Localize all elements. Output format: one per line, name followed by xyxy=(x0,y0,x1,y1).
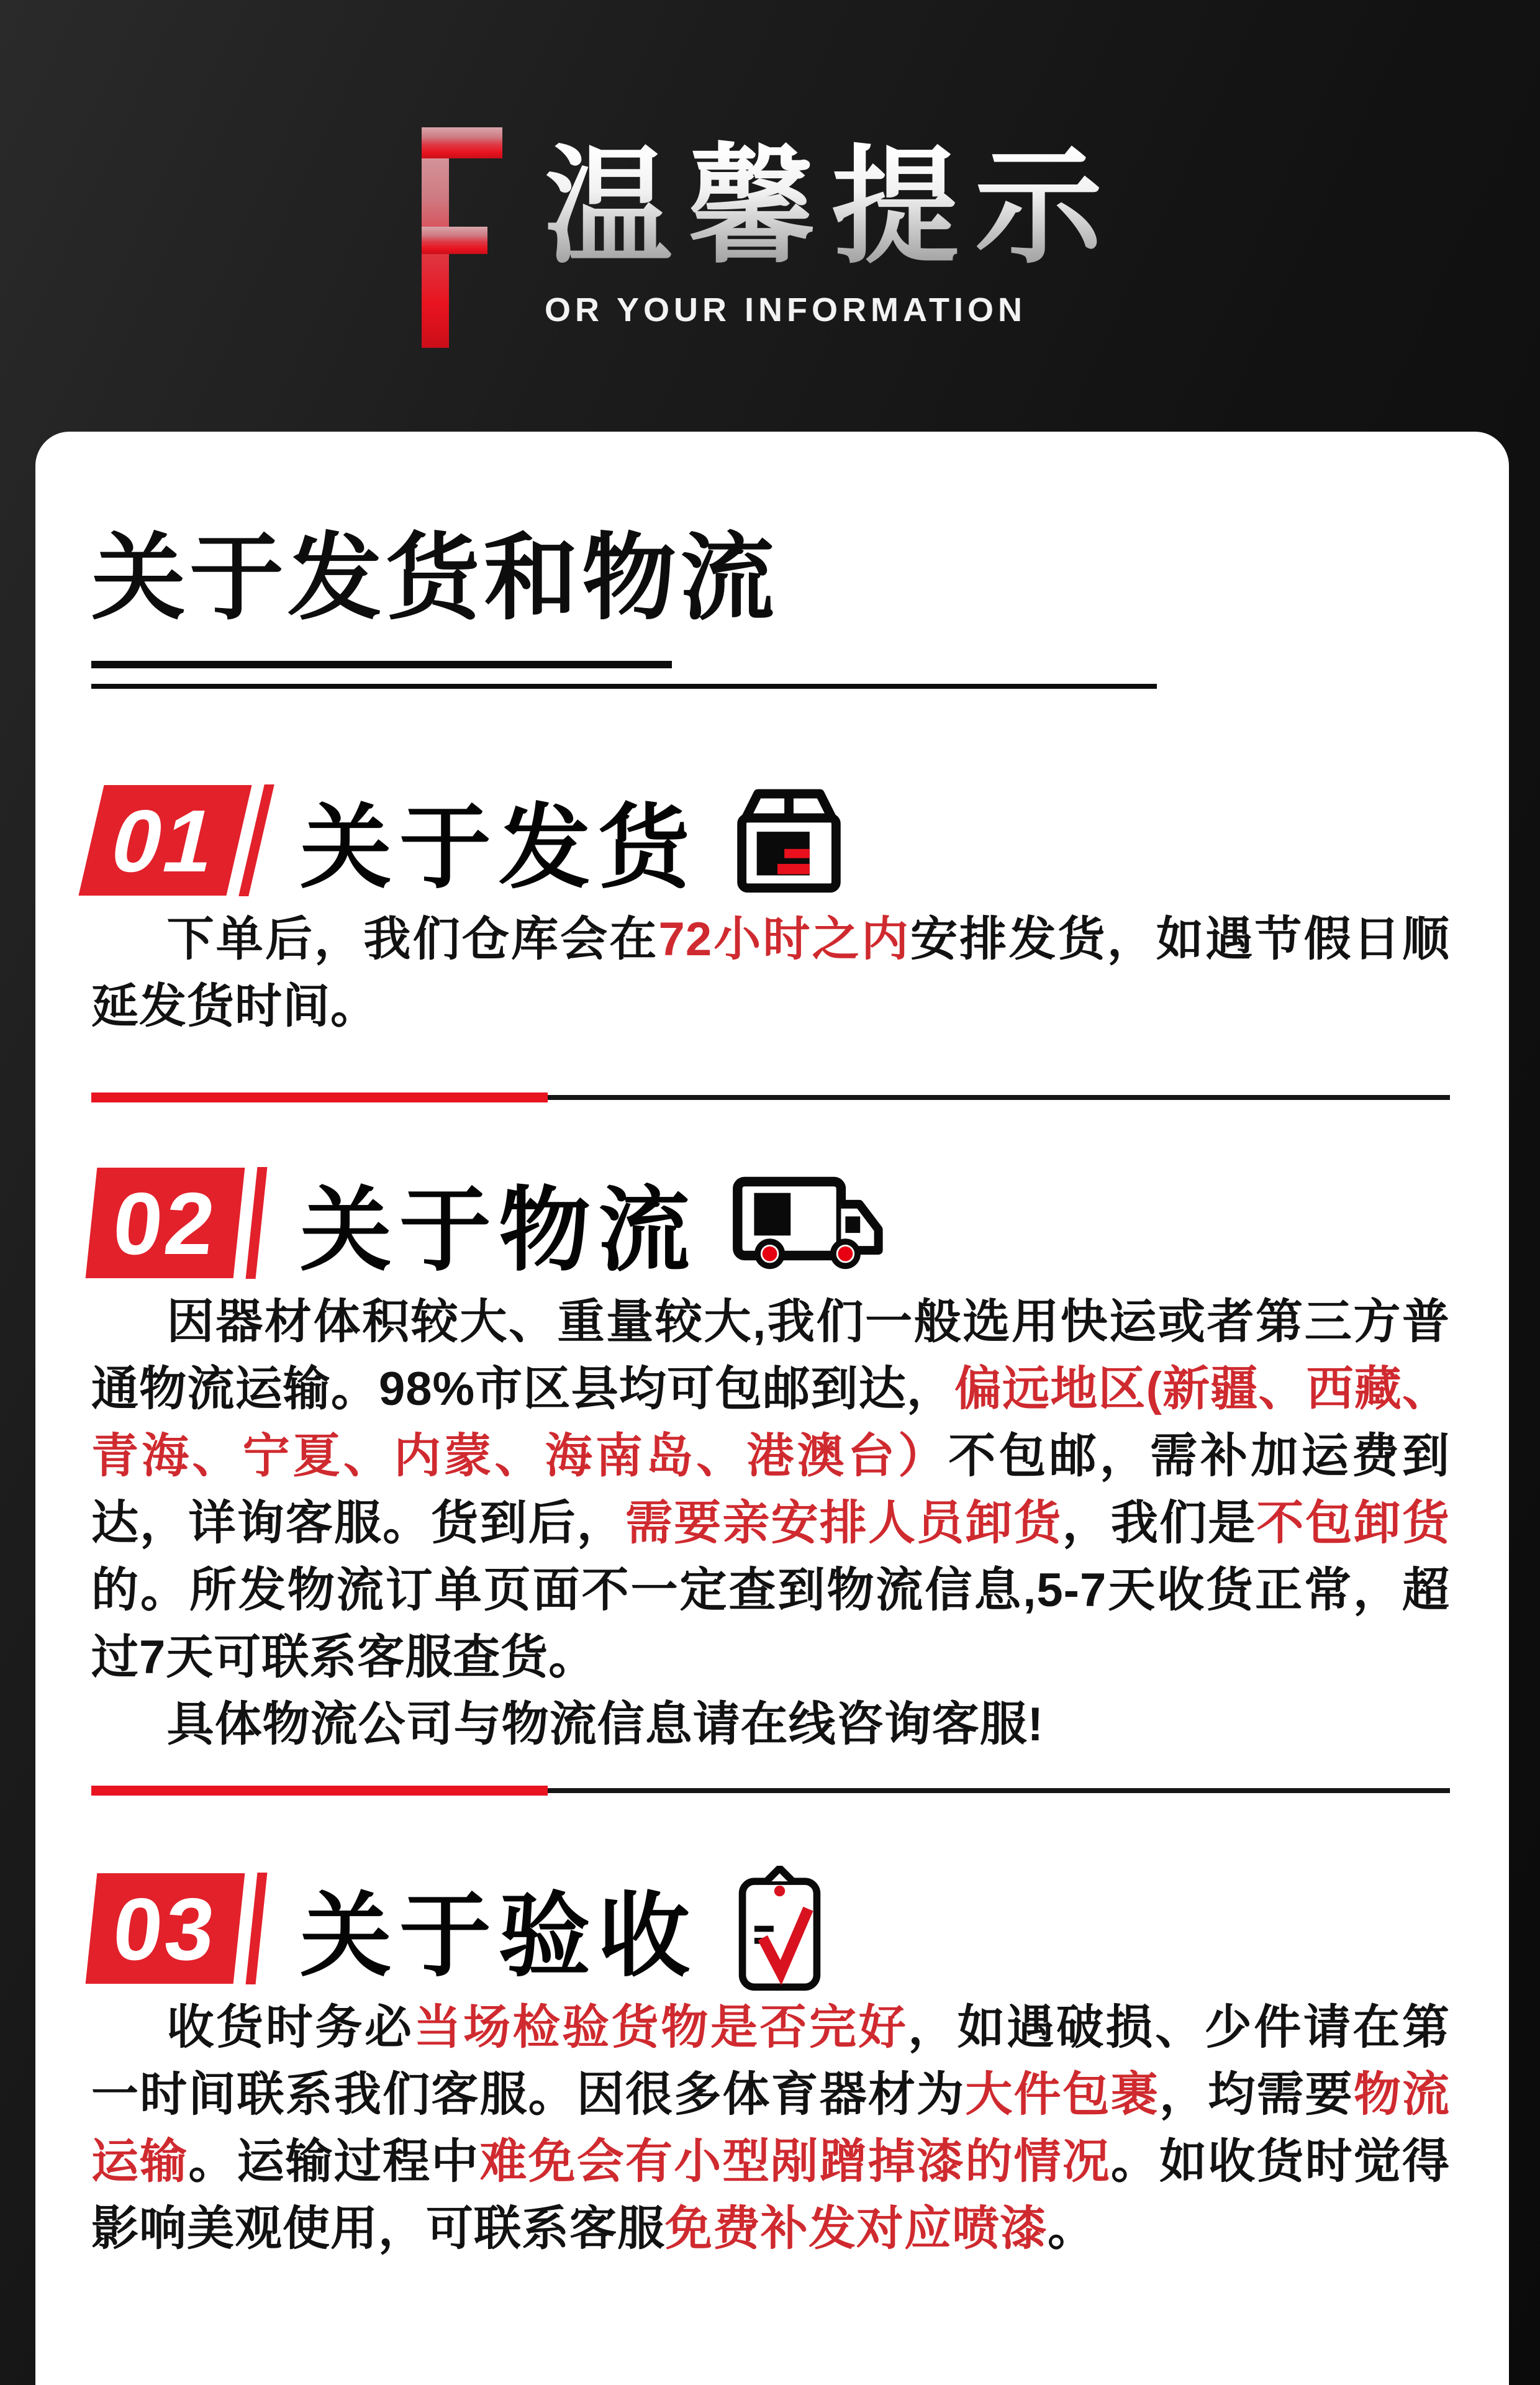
section-number-badge xyxy=(78,785,251,896)
section-title: 关于验收 xyxy=(299,1885,697,1988)
fyi-logo xyxy=(422,127,1118,348)
section-title: 关于发货 xyxy=(299,797,697,900)
text-segment: 收货时务必 xyxy=(166,2001,414,2055)
text-segment: ，如遇破损、少件请在第一时间联系我们客服。因很多体育器材为 xyxy=(91,2001,1451,2122)
text-segment-red: 大件包裹 xyxy=(965,2068,1160,2122)
text-segment: 。如收货时觉得影响美观使用，可联系客服 xyxy=(91,2135,1451,2256)
logistics-paragraph-2 xyxy=(91,1691,1450,1758)
clipboard-check-icon xyxy=(732,1866,828,1992)
text-segment-red: 不包卸货 xyxy=(1256,1497,1451,1550)
text-segment: 因器材体积较大、重量较大,我们一般选用快运或者第三方普通物流运输。98%市区县均可包邮到达， xyxy=(91,1296,1450,1416)
text-segment: ，我们是 xyxy=(1062,1497,1257,1550)
text-segment: ，均需要 xyxy=(1159,2068,1354,2122)
divider-red-segment xyxy=(91,1786,548,1796)
badge-slash xyxy=(245,1873,267,1984)
header-title-cn: 温馨提示 xyxy=(545,136,1118,278)
section-title: 关于物流 xyxy=(299,1179,697,1283)
section-number: 02 xyxy=(108,1174,222,1274)
delivery-truck-icon xyxy=(732,1170,884,1276)
logo-text-block xyxy=(545,136,1118,329)
text-segment: 。 xyxy=(1048,2202,1095,2256)
text-segment-red: 偏远地区(新疆、西藏、青海、宁夏、内蒙、海南岛、港澳台） xyxy=(91,1363,1450,1483)
text-segment-red: 物流运输 xyxy=(91,2068,1451,2189)
section-divider xyxy=(91,1093,1450,1102)
section-number-badge xyxy=(86,1168,245,1278)
text-segment-red: 需要亲安排人员卸货 xyxy=(625,1497,1062,1550)
logistics-paragraph xyxy=(91,1289,1450,1691)
section-shipping-header xyxy=(91,775,1450,906)
header-title-en: OR YOUR INFORMATION xyxy=(545,291,1026,329)
text-segment-red: 免费补发对应喷漆 xyxy=(665,2202,1048,2256)
text-segment: 安排发货，如遇节假日顺延发货时间。 xyxy=(91,913,1451,1034)
divider-black-segment xyxy=(548,1788,1450,1793)
letter-f-icon xyxy=(422,127,502,348)
card-title: 关于发货和物流 xyxy=(91,525,778,631)
text-segment: 不包邮，需补加运费到达，详询客服。货到后， xyxy=(91,1430,1451,1550)
text-segment: 下单后，我们仓库会在 xyxy=(166,913,659,966)
section-number: 01 xyxy=(102,792,228,891)
text-segment-red: 难免会有小型剐蹭掉漆的情况 xyxy=(479,2135,1111,2189)
package-box-icon xyxy=(732,785,846,896)
title-underline-short xyxy=(91,661,672,668)
title-underline-long xyxy=(91,684,1157,689)
divider-red-segment xyxy=(91,1093,548,1102)
section-number-badge xyxy=(86,1873,245,1984)
section-acceptance-header xyxy=(91,1863,1450,1994)
page-header xyxy=(0,0,1540,432)
divider-black-segment xyxy=(548,1095,1450,1100)
section-divider xyxy=(91,1786,1450,1796)
section-logistics-header xyxy=(91,1157,1450,1289)
section-number: 03 xyxy=(108,1880,222,1979)
text-segment-red: 72小时之内 xyxy=(658,913,911,966)
badge-slash xyxy=(245,1167,267,1279)
notice-card xyxy=(35,432,1509,2385)
shipping-paragraph xyxy=(91,906,1450,1040)
text-segment: 具体物流公司与物流信息请在线咨询客服! xyxy=(166,1698,1044,1751)
text-segment: 。运输过程中 xyxy=(188,2135,480,2189)
acceptance-paragraph xyxy=(91,1994,1450,2263)
text-segment: 的。所发物流订单页面不一定查到物流信息,5-7天收货正常，超过7天可联系客服查货。 xyxy=(91,1564,1450,1684)
text-segment-red: 当场检验货物是否完好 xyxy=(414,2001,908,2055)
